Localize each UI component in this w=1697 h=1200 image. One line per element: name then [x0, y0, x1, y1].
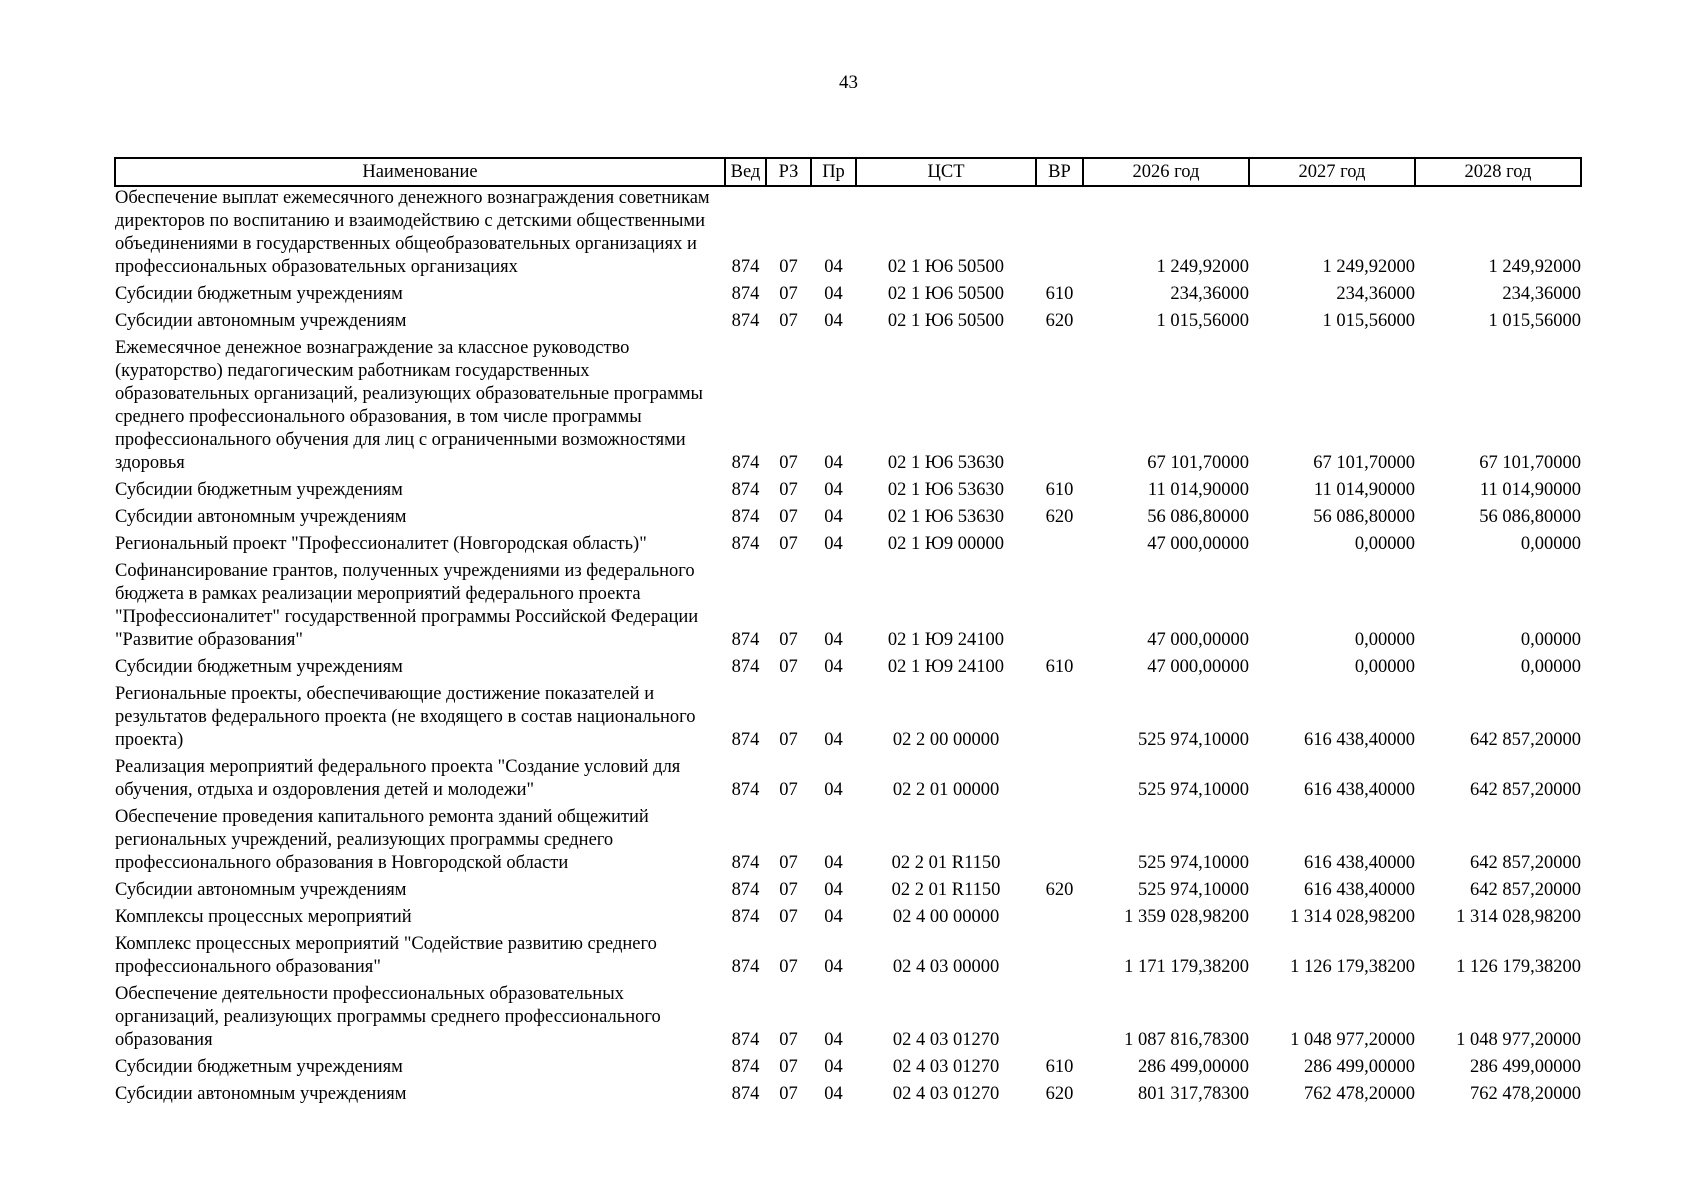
- row-pr: 04: [824, 630, 843, 650]
- row-value-2028: 642 857,20000: [1470, 730, 1581, 750]
- table-row: [115, 656, 1581, 683]
- row-value-2027: 1 126 179,38200: [1290, 957, 1415, 977]
- row-name: Субсидии бюджетным учреждениям: [115, 657, 403, 677]
- col-header-name: Наименование: [115, 158, 725, 186]
- row-value-2027: 616 438,40000: [1304, 780, 1415, 800]
- row-name: Субсидии автономным учреждениям: [115, 507, 407, 527]
- row-name: Комплекс процессных мероприятий "Содействие развитию среднего профессионального образования": [115, 934, 657, 977]
- table-row: [115, 506, 1581, 533]
- row-cst: 02 4 03 01270: [892, 1030, 1000, 1050]
- table-row: [115, 560, 1581, 656]
- row-rz: 07: [779, 957, 798, 977]
- table-row: [115, 479, 1581, 506]
- row-cst: 02 4 03 01270: [892, 1057, 1000, 1077]
- row-value-2027: 234,36000: [1336, 284, 1415, 304]
- row-ved: 874: [731, 311, 760, 331]
- row-cst: 02 2 01 R1150: [891, 880, 1001, 900]
- row-rz: 07: [779, 507, 798, 527]
- row-name: Субсидии автономным учреждениям: [115, 311, 407, 331]
- col-header-cst: ЦСТ: [856, 158, 1036, 186]
- row-value-2027: 616 438,40000: [1304, 880, 1415, 900]
- row-value-2027: 56 086,80000: [1313, 507, 1415, 527]
- row-pr: 04: [824, 957, 843, 977]
- row-value-2027: 616 438,40000: [1304, 730, 1415, 750]
- row-value-2028: 1 249,92000: [1488, 257, 1581, 277]
- row-cst: 02 1 Ю6 53630: [887, 480, 1005, 500]
- row-ved: 874: [731, 284, 760, 304]
- row-vr: 610: [1045, 1057, 1074, 1077]
- row-ved: 874: [731, 534, 760, 554]
- row-pr: 04: [824, 1030, 843, 1050]
- table-row: [115, 283, 1581, 310]
- row-value-2026: 56 086,80000: [1147, 507, 1249, 527]
- row-vr: 620: [1045, 507, 1074, 527]
- row-value-2028: 1 314 028,98200: [1456, 907, 1581, 927]
- row-value-2028: 642 857,20000: [1470, 853, 1581, 873]
- budget-table: [114, 157, 1582, 1110]
- row-name: Региональный проект "Профессионалитет (Новгородская область)": [115, 534, 647, 554]
- row-vr: 620: [1045, 1084, 1074, 1104]
- row-value-2026: 1 087 816,78300: [1124, 1030, 1249, 1050]
- row-rz: 07: [779, 257, 798, 277]
- row-name: Софинансирование грантов, полученных учреждениями из федерального бюджета в рамках реализации мероприятий федерального проекта "Профессионалитет" государственной программы Российской Федерации "Развитие образования": [115, 561, 699, 650]
- row-pr: 04: [824, 480, 843, 500]
- col-header-2027: 2027 год: [1249, 158, 1415, 186]
- row-value-2026: 525 974,10000: [1138, 853, 1249, 873]
- row-vr: [1036, 560, 1083, 656]
- row-rz: 07: [779, 880, 798, 900]
- row-rz: 07: [779, 780, 798, 800]
- row-rz: 07: [779, 311, 798, 331]
- row-ved: 874: [731, 957, 760, 977]
- row-value-2026: 1 249,92000: [1156, 257, 1249, 277]
- row-pr: 04: [824, 284, 843, 304]
- row-value-2027: 1 048 977,20000: [1290, 1030, 1415, 1050]
- row-ved: 874: [731, 257, 760, 277]
- col-header-ved: Вед: [725, 158, 766, 186]
- row-pr: 04: [824, 1057, 843, 1077]
- row-name: Обеспечение деятельности профессиональных образовательных организаций, реализующих программы среднего профессионального образования: [115, 984, 661, 1050]
- row-pr: 04: [824, 880, 843, 900]
- page-number: 43: [839, 72, 858, 93]
- row-rz: 07: [779, 534, 798, 554]
- row-rz: 07: [779, 1057, 798, 1077]
- row-value-2028: 1 126 179,38200: [1456, 957, 1581, 977]
- row-value-2026: 1 171 179,38200: [1124, 957, 1249, 977]
- row-pr: 04: [824, 311, 843, 331]
- row-pr: 04: [824, 257, 843, 277]
- row-value-2026: 47 000,00000: [1147, 657, 1249, 677]
- row-value-2027: 0,00000: [1354, 657, 1415, 677]
- row-value-2026: 525 974,10000: [1138, 880, 1249, 900]
- row-value-2027: 286 499,00000: [1304, 1057, 1415, 1077]
- row-vr: 610: [1045, 480, 1074, 500]
- row-value-2027: 1 314 028,98200: [1290, 907, 1415, 927]
- row-pr: 04: [824, 507, 843, 527]
- row-ved: 874: [731, 853, 760, 873]
- row-cst: 02 1 Ю9 24100: [887, 657, 1005, 677]
- row-value-2026: 67 101,70000: [1147, 453, 1249, 473]
- row-value-2027: 0,00000: [1354, 534, 1415, 554]
- col-header-2028: 2028 год: [1415, 158, 1581, 186]
- row-rz: 07: [779, 1030, 798, 1050]
- table-row: [115, 337, 1581, 479]
- row-vr: [1036, 533, 1083, 560]
- row-vr: [1036, 756, 1083, 806]
- row-rz: 07: [779, 284, 798, 304]
- row-vr: [1036, 933, 1083, 983]
- row-name: Субсидии автономным учреждениям: [115, 1084, 407, 1104]
- col-header-pr: Пр: [811, 158, 856, 186]
- table-row: [115, 1083, 1581, 1110]
- row-vr: [1036, 337, 1083, 479]
- table-row: [115, 933, 1581, 983]
- row-ved: 874: [731, 730, 760, 750]
- row-value-2026: 47 000,00000: [1147, 534, 1249, 554]
- row-ved: 874: [731, 780, 760, 800]
- row-cst: 02 1 Ю6 50500: [887, 311, 1005, 331]
- row-vr: [1036, 983, 1083, 1056]
- row-vr: 610: [1045, 284, 1074, 304]
- row-name: Обеспечение выплат ежемесячного денежного вознаграждения советникам директоров по воспитанию и взаимодействию с детскими общественными объединениями в государственных общеобразовательных организациях и профессиональных образовательных организациях: [115, 188, 710, 277]
- table-row: [115, 683, 1581, 756]
- row-value-2027: 1 249,92000: [1322, 257, 1415, 277]
- row-name: Субсидии автономным учреждениям: [115, 880, 407, 900]
- row-ved: 874: [731, 453, 760, 473]
- row-value-2026: 525 974,10000: [1138, 730, 1249, 750]
- row-pr: 04: [824, 1084, 843, 1104]
- row-vr: [1036, 906, 1083, 933]
- table-row: [115, 533, 1581, 560]
- row-rz: 07: [779, 730, 798, 750]
- row-name: Субсидии бюджетным учреждениям: [115, 480, 403, 500]
- row-ved: 874: [731, 507, 760, 527]
- row-ved: 874: [731, 480, 760, 500]
- row-vr: [1036, 186, 1083, 283]
- row-value-2028: 1 048 977,20000: [1456, 1030, 1581, 1050]
- table-row: [115, 879, 1581, 906]
- row-rz: 07: [779, 853, 798, 873]
- row-value-2027: 11 014,90000: [1313, 480, 1415, 500]
- row-value-2028: 1 015,56000: [1488, 311, 1581, 331]
- row-value-2028: 234,36000: [1502, 284, 1581, 304]
- row-vr: [1036, 683, 1083, 756]
- row-cst: 02 4 03 01270: [892, 1084, 1000, 1104]
- row-value-2028: 11 014,90000: [1479, 480, 1581, 500]
- row-value-2028: 0,00000: [1520, 657, 1581, 677]
- row-value-2028: 762 478,20000: [1470, 1084, 1581, 1104]
- row-vr: [1036, 806, 1083, 879]
- row-name: Субсидии бюджетным учреждениям: [115, 284, 403, 304]
- row-value-2028: 67 101,70000: [1479, 453, 1581, 473]
- row-value-2027: 67 101,70000: [1313, 453, 1415, 473]
- row-value-2027: 1 015,56000: [1322, 311, 1415, 331]
- row-value-2028: 0,00000: [1520, 630, 1581, 650]
- row-cst: 02 2 01 00000: [892, 780, 1000, 800]
- table-row: [115, 806, 1581, 879]
- row-value-2027: 762 478,20000: [1304, 1084, 1415, 1104]
- row-cst: 02 1 Ю6 53630: [887, 507, 1005, 527]
- row-cst: 02 4 03 00000: [892, 957, 1000, 977]
- row-name: Комплексы процессных мероприятий: [115, 907, 412, 927]
- table-row: [115, 310, 1581, 337]
- col-header-rz: РЗ: [766, 158, 811, 186]
- row-value-2026: 1 015,56000: [1156, 311, 1249, 331]
- row-rz: 07: [779, 1084, 798, 1104]
- row-name: Ежемесячное денежное вознаграждение за классное руководство (кураторство) педагогическим работникам государственных образовательных организаций, реализующих образовательные программы среднего профессионального образования, в том числе программы профессионального обучения для лиц с ограниченными возможностями здоровья: [115, 338, 703, 473]
- row-rz: 07: [779, 630, 798, 650]
- row-cst: 02 2 01 R1150: [891, 853, 1001, 873]
- row-pr: 04: [824, 907, 843, 927]
- row-value-2026: 1 359 028,98200: [1124, 907, 1249, 927]
- row-value-2028: 642 857,20000: [1470, 780, 1581, 800]
- row-vr: 620: [1045, 311, 1074, 331]
- row-value-2026: 234,36000: [1170, 284, 1249, 304]
- row-ved: 874: [731, 657, 760, 677]
- row-cst: 02 1 Ю6 53630: [887, 453, 1005, 473]
- row-pr: 04: [824, 853, 843, 873]
- row-pr: 04: [824, 453, 843, 473]
- row-value-2028: 642 857,20000: [1470, 880, 1581, 900]
- row-value-2028: 286 499,00000: [1470, 1057, 1581, 1077]
- row-name: Региональные проекты, обеспечивающие достижение показателей и результатов федерального проекта (не входящего в состав национального проекта): [115, 684, 696, 750]
- row-ved: 874: [731, 907, 760, 927]
- table-row: [115, 186, 1581, 283]
- row-rz: 07: [779, 480, 798, 500]
- row-value-2026: 286 499,00000: [1138, 1057, 1249, 1077]
- row-cst: 02 4 00 00000: [892, 907, 1000, 927]
- row-ved: 874: [731, 1057, 760, 1077]
- row-name: Реализация мероприятий федерального проекта "Создание условий для обучения, отдыха и оздоровления детей и молодежи": [115, 757, 681, 800]
- row-pr: 04: [824, 534, 843, 554]
- table-row: [115, 983, 1581, 1056]
- table-header-row: [115, 158, 1581, 186]
- col-header-vr: ВР: [1036, 158, 1083, 186]
- row-pr: 04: [824, 730, 843, 750]
- row-cst: 02 1 Ю6 50500: [887, 257, 1005, 277]
- table-row: [115, 1056, 1581, 1083]
- row-value-2028: 56 086,80000: [1479, 507, 1581, 527]
- row-name: Обеспечение проведения капитального ремонта зданий общежитий региональных учреждений, реализующих программы среднего профессионального образования в Новгородской области: [115, 807, 649, 873]
- row-rz: 07: [779, 907, 798, 927]
- row-value-2026: 47 000,00000: [1147, 630, 1249, 650]
- row-value-2027: 616 438,40000: [1304, 853, 1415, 873]
- row-ved: 874: [731, 1030, 760, 1050]
- table-row: [115, 756, 1581, 806]
- row-cst: 02 2 00 00000: [892, 730, 1000, 750]
- col-header-2026: 2026 год: [1083, 158, 1249, 186]
- row-cst: 02 1 Ю9 00000: [887, 534, 1005, 554]
- row-cst: 02 1 Ю9 24100: [887, 630, 1005, 650]
- row-ved: 874: [731, 880, 760, 900]
- row-ved: 874: [731, 1084, 760, 1104]
- row-value-2027: 0,00000: [1354, 630, 1415, 650]
- row-value-2026: 11 014,90000: [1147, 480, 1249, 500]
- row-pr: 04: [824, 657, 843, 677]
- table-body: [115, 186, 1581, 1110]
- row-vr: 620: [1045, 880, 1074, 900]
- row-value-2028: 0,00000: [1520, 534, 1581, 554]
- row-rz: 07: [779, 657, 798, 677]
- row-cst: 02 1 Ю6 50500: [887, 284, 1005, 304]
- row-rz: 07: [779, 453, 798, 473]
- row-ved: 874: [731, 630, 760, 650]
- row-vr: 610: [1045, 657, 1074, 677]
- row-pr: 04: [824, 780, 843, 800]
- row-name: Субсидии бюджетным учреждениям: [115, 1057, 403, 1077]
- table-row: [115, 906, 1581, 933]
- row-value-2026: 801 317,78300: [1138, 1084, 1249, 1104]
- row-value-2026: 525 974,10000: [1138, 780, 1249, 800]
